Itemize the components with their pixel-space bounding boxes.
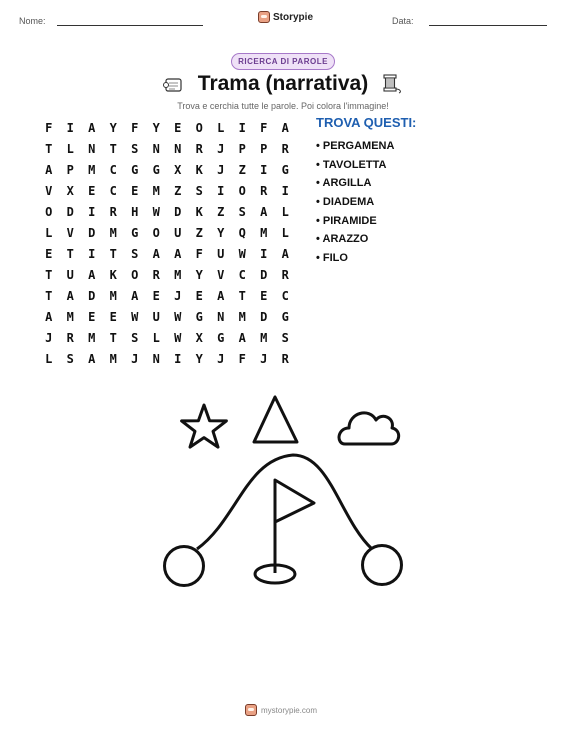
grid-letter[interactable]: I: [260, 247, 268, 261]
grid-letter[interactable]: A: [45, 163, 53, 177]
grid-letter[interactable]: D: [88, 226, 96, 240]
find-word-item: • DIADEMA: [316, 196, 375, 209]
grid-letter[interactable]: V: [45, 184, 53, 198]
grid-letter[interactable]: W: [131, 310, 139, 324]
grid-letter[interactable]: A: [217, 289, 225, 303]
grid-letter[interactable]: D: [88, 289, 96, 303]
grid-letter[interactable]: I: [260, 163, 268, 177]
grid-letter[interactable]: T: [109, 142, 117, 156]
grid-letter[interactable]: K: [109, 268, 117, 282]
grid-letter[interactable]: A: [45, 310, 53, 324]
grid-letter[interactable]: I: [281, 184, 289, 198]
grid-letter[interactable]: C: [238, 268, 246, 282]
grid-letter[interactable]: U: [174, 226, 182, 240]
grid-letter[interactable]: J: [217, 352, 225, 366]
grid-letter[interactable]: G: [131, 226, 139, 240]
grid-letter[interactable]: M: [109, 352, 117, 366]
grid-letter[interactable]: U: [152, 310, 160, 324]
grid-letter[interactable]: I: [238, 121, 246, 135]
grid-letter[interactable]: O: [152, 226, 160, 240]
footer: [245, 704, 317, 716]
grid-letter[interactable]: F: [45, 121, 53, 135]
grid-letter[interactable]: E: [174, 121, 182, 135]
grid-letter[interactable]: Y: [195, 268, 203, 282]
grid-letter[interactable]: S: [281, 331, 289, 345]
grid-letter[interactable]: C: [109, 163, 117, 177]
grid-letter[interactable]: A: [66, 289, 74, 303]
grid-letter[interactable]: J: [131, 352, 139, 366]
grid-letter[interactable]: I: [66, 121, 74, 135]
grid-letter[interactable]: X: [195, 331, 203, 345]
grid-letter[interactable]: K: [195, 163, 203, 177]
grid-letter[interactable]: L: [281, 226, 289, 240]
grid-letter[interactable]: L: [45, 226, 53, 240]
grid-letter[interactable]: A: [281, 121, 289, 135]
grid-letter[interactable]: F: [131, 121, 139, 135]
grid-letter[interactable]: O: [131, 268, 139, 282]
grid-letter[interactable]: R: [281, 142, 289, 156]
grid-letter[interactable]: M: [88, 163, 96, 177]
grid-letter[interactable]: E: [88, 184, 96, 198]
grid-letter[interactable]: I: [88, 205, 96, 219]
grid-letter[interactable]: Z: [174, 184, 182, 198]
grid-letter[interactable]: A: [88, 268, 96, 282]
grid-letter[interactable]: E: [152, 289, 160, 303]
grid-letter[interactable]: J: [45, 331, 53, 345]
grid-letter[interactable]: E: [131, 184, 139, 198]
grid-letter[interactable]: E: [195, 289, 203, 303]
grid-letter[interactable]: S: [131, 142, 139, 156]
grid-letter[interactable]: A: [260, 205, 268, 219]
find-list-title: TROVA QUESTI:: [316, 115, 417, 130]
grid-letter[interactable]: L: [217, 121, 225, 135]
grid-letter[interactable]: S: [131, 247, 139, 261]
grid-letter[interactable]: T: [66, 247, 74, 261]
mascot-icon: [245, 704, 257, 716]
grid-letter[interactable]: O: [195, 121, 203, 135]
grid-letter[interactable]: M: [66, 310, 74, 324]
grid-letter[interactable]: D: [260, 268, 268, 282]
grid-letter[interactable]: Y: [195, 352, 203, 366]
find-word-item: • ARAZZO: [316, 233, 369, 246]
grid-letter[interactable]: V: [66, 226, 74, 240]
triangle-shape[interactable]: [254, 397, 297, 442]
grid-letter[interactable]: Z: [238, 163, 246, 177]
page-title: Trama (narrativa): [197, 72, 369, 95]
grid-letter[interactable]: M: [260, 331, 268, 345]
grid-letter[interactable]: M: [152, 184, 160, 198]
left-circle[interactable]: [165, 547, 204, 586]
grid-letter[interactable]: M: [88, 331, 96, 345]
grid-letter[interactable]: C: [281, 289, 289, 303]
grid-letter[interactable]: L: [152, 331, 160, 345]
grid-letter[interactable]: M: [109, 289, 117, 303]
grid-letter[interactable]: D: [174, 205, 182, 219]
grid-letter[interactable]: G: [281, 163, 289, 177]
grid-letter[interactable]: F: [260, 121, 268, 135]
grid-letter[interactable]: E: [45, 247, 53, 261]
right-circle[interactable]: [363, 546, 402, 585]
grid-letter[interactable]: G: [281, 310, 289, 324]
grid-letter[interactable]: A: [281, 247, 289, 261]
grid-letter[interactable]: A: [174, 247, 182, 261]
grid-letter[interactable]: Z: [195, 226, 203, 240]
find-word-item: • TAVOLETTA: [316, 158, 387, 171]
grid-letter[interactable]: L: [281, 205, 289, 219]
grid-letter[interactable]: H: [131, 205, 139, 219]
grid-letter[interactable]: M: [260, 226, 268, 240]
grid-letter[interactable]: N: [174, 142, 182, 156]
grid-letter[interactable]: X: [174, 163, 182, 177]
find-word-item: • FILO: [316, 252, 348, 265]
grid-letter[interactable]: T: [45, 268, 53, 282]
grid-letter[interactable]: S: [131, 331, 139, 345]
grid-letter[interactable]: J: [260, 352, 268, 366]
grid-letter[interactable]: Q: [238, 226, 246, 240]
grid-letter[interactable]: G: [195, 310, 203, 324]
grid-letter[interactable]: K: [195, 205, 203, 219]
grid-letter[interactable]: I: [217, 184, 225, 198]
grid-letter[interactable]: Y: [217, 226, 225, 240]
grid-letter[interactable]: A: [238, 331, 246, 345]
grid-letter[interactable]: E: [109, 310, 117, 324]
grid-letter[interactable]: A: [88, 121, 96, 135]
grid-letter[interactable]: O: [238, 184, 246, 198]
grid-letter[interactable]: N: [217, 310, 225, 324]
grid-letter[interactable]: J: [174, 289, 182, 303]
grid-letter[interactable]: P: [66, 163, 74, 177]
grid-letter[interactable]: S: [238, 205, 246, 219]
grid-letter[interactable]: X: [66, 184, 74, 198]
grid-letter[interactable]: T: [109, 247, 117, 261]
find-word-item: • PERGAMENA: [316, 140, 395, 152]
grid-letter[interactable]: F: [195, 247, 203, 261]
footer-url[interactable]: mystorypie.com: [261, 705, 318, 715]
grid-letter[interactable]: P: [260, 142, 268, 156]
grid-letter[interactable]: T: [45, 142, 53, 156]
grid-letter[interactable]: W: [174, 310, 182, 324]
grid-letter[interactable]: N: [152, 142, 160, 156]
grid-letter[interactable]: M: [109, 226, 117, 240]
date-label: Data:: [392, 16, 414, 26]
grid-letter[interactable]: E: [260, 289, 268, 303]
grid-letter[interactable]: U: [66, 268, 74, 282]
name-label: Nome:: [19, 16, 46, 26]
grid-letter[interactable]: D: [66, 205, 74, 219]
grid-letter[interactable]: D: [260, 310, 268, 324]
grid-letter[interactable]: S: [66, 352, 74, 366]
grid-letter[interactable]: J: [217, 163, 225, 177]
grid-letter[interactable]: R: [152, 268, 160, 282]
grid-letter[interactable]: T: [238, 289, 246, 303]
grid-letter[interactable]: R: [281, 268, 289, 282]
instructions: Trova e cerchia tutte le parole. Poi colora l'immagine!: [177, 101, 389, 111]
grid-letter[interactable]: P: [238, 142, 246, 156]
grid-letter[interactable]: M: [174, 268, 182, 282]
grid-letter[interactable]: T: [45, 289, 53, 303]
star-shape[interactable]: [182, 405, 227, 447]
grid-letter[interactable]: I: [88, 247, 96, 261]
brand-name: Storypie: [273, 11, 314, 23]
grid-letter[interactable]: S: [195, 184, 203, 198]
grid-letter[interactable]: M: [238, 310, 246, 324]
grid-letter[interactable]: A: [131, 289, 139, 303]
flag-shape[interactable]: [275, 480, 314, 522]
grid-letter[interactable]: W: [152, 205, 160, 219]
grid-letter[interactable]: G: [131, 163, 139, 177]
grid-letter[interactable]: U: [217, 247, 225, 261]
grid-letter[interactable]: L: [66, 142, 74, 156]
grid-letter[interactable]: Y: [109, 121, 117, 135]
grid-letter[interactable]: A: [88, 352, 96, 366]
grid-letter[interactable]: Y: [152, 121, 160, 135]
grid-letter[interactable]: A: [152, 247, 160, 261]
grid-letter[interactable]: V: [217, 268, 225, 282]
grid-letter[interactable]: O: [45, 205, 53, 219]
find-word-item: • PIRAMIDE: [316, 214, 377, 227]
grid-letter[interactable]: L: [45, 352, 53, 366]
grid-letter[interactable]: I: [174, 352, 182, 366]
grid-letter[interactable]: G: [217, 331, 225, 345]
grid-letter[interactable]: R: [281, 352, 289, 366]
grid-letter[interactable]: W: [238, 247, 246, 261]
grid-letter[interactable]: R: [260, 184, 268, 198]
grid-letter[interactable]: J: [217, 142, 225, 156]
grid-letter[interactable]: T: [109, 331, 117, 345]
grid-letter[interactable]: N: [88, 142, 96, 156]
grid-letter[interactable]: E: [88, 310, 96, 324]
grid-letter[interactable]: R: [66, 331, 74, 345]
grid-letter[interactable]: R: [195, 142, 203, 156]
grid-letter[interactable]: R: [109, 205, 117, 219]
grid-letter[interactable]: N: [152, 352, 160, 366]
grid-letter[interactable]: W: [174, 331, 182, 345]
find-word-item: • ARGILLA: [316, 177, 372, 190]
grid-letter[interactable]: C: [109, 184, 117, 198]
cloud-shape[interactable]: [339, 413, 399, 444]
category-badge: RICERCA DI PAROLE: [231, 53, 335, 70]
grid-letter[interactable]: Z: [217, 205, 225, 219]
grid-letter[interactable]: F: [238, 352, 246, 366]
grid-letter[interactable]: G: [152, 163, 160, 177]
